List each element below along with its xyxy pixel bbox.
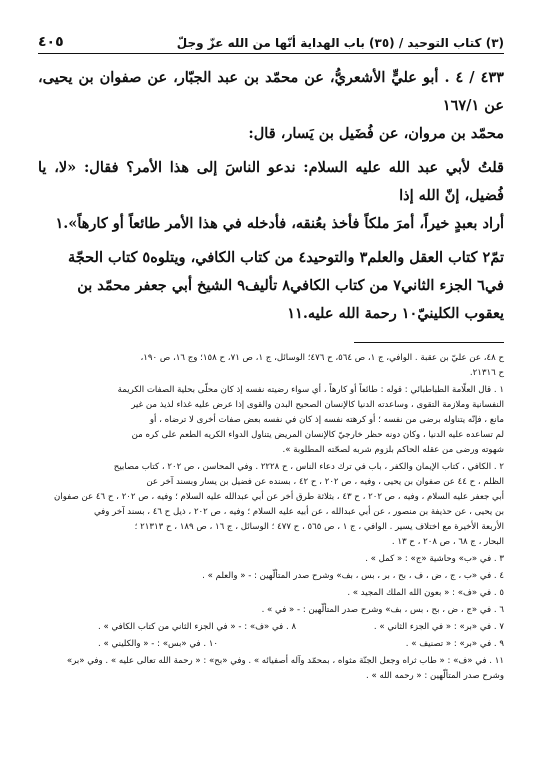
footnote-9: ٩ . في «بر» : « تصنيف » . — [405, 639, 504, 649]
footnote-line: وشرح صدر المتألّهين : « رحمه الله » . — [366, 671, 504, 681]
footnote-divider — [354, 342, 504, 343]
hadith-chain-line-1: ٤٣٣ / ٤ . أبو عليٍّ الأشعريُّ، عن محمّد بن عبد الجبّار، عن صفوان بن يحيى، عن ١٦٧/١ — [38, 69, 504, 114]
footnote-line: لم تساعده عليه الدنيا ، وكان دونه حظر خارجيّ كالإنسان المريض يتناول الدواء الكريه الطعم على كره من — [131, 430, 504, 440]
footnote-5: ٥ . في «ف» : « بعون الله الملك المجيد » . — [347, 588, 504, 598]
footnote-line: شهوته ورضى من عقله الحاكم بلزوم شربه لصحّته المطلوبة ». — [282, 445, 504, 455]
footnote-line: النفسانية وملازمة التقوى ، وساعدته الدنيا كالإنسان الصحيح البدن والقوى إذا عرض عليه غذاء لذيذ من غير — [131, 400, 504, 410]
footnote-line: ١١ . في «ف» : « طاب ثراه وجعل الجنّة مثواه ، بمحمّد وآله أصفيائه » . وفي «بح» : « رحمة الله تعالى عليه » . وفي «بر» — [66, 656, 504, 666]
hadith-body-line-2: أراد بعبدٍ خيراً، أمرَ ملكاً فأخذ بعُنقه، فأدخله في هذا الأمر طائعاً أو كارهاً».١ — [55, 215, 504, 232]
footnote-line: البحار ، ج ٦٨ ، ص ٢٠٨ ، ح ١٣ . — [391, 537, 504, 547]
footnote-line: بن يحيى ، عن حذيفة بن منصور ، عن أبي عبدالله ، عن أبيه عليه السلام ؛ وفيه ، ص ٢٠٢ ، ذيل ح ٤٦ ، بسند آخر وفي — [93, 507, 504, 517]
footnotes — [38, 351, 504, 684]
running-header — [38, 34, 504, 54]
hadith-chain-line-2: محمّد بن مروان، عن فُضَيل بن يَسار، قال: — [248, 125, 504, 142]
footnote-8: ٨ . في «ف» : - « في الجزء الثاني من كتاب الكافي » . — [98, 622, 297, 632]
colophon-line-3: يعقوب الكلينيّ١٠ رحمة الله عليه.١١ — [287, 305, 504, 322]
footnote-line: أبي جعفر عليه السلام ، وفيه ، ص ٢٠٢ ، ح ٤٣ ، بثلاثة طرق أخر عن أبي عبدالله عليه السلام ؛ وفيه ، ص ٢٠٢ ، ح ٤٦ عن صفوان — [54, 492, 504, 502]
footnote-line: مانع ، فإنّه يتناوله برضى من نفسه ؛ أو كرهته نفسه إذ كان في نفسه بعض صفات أخرى لا ترضاه ، أو — [149, 415, 504, 425]
colophon-line-1: تمّ٢ كتاب العقل والعلم٣ والتوحيد٤ من كتاب الكافي، ويتلوه٥ كتاب الحجّة — [68, 249, 504, 266]
footnote-line: ١ . قال العلّامة الطباطبائي : قوله : طائعاً أو كارهاً ، أي سواء رضيته نفسه إذ كان محلّى بحلية الصفات الكريمة — [117, 385, 504, 395]
page-number: ٤٠٥ — [38, 34, 64, 50]
footnotes-7-8 — [38, 620, 504, 635]
footnote-line: الأربعة الأخيرة مع اختلاف يسير . الوافي ، ج ١ ، ص ٥٦٥ ، ح ٤٧٧ ؛ الوسائل ، ج ١٦ ، ص ١٨٩ ، ح ٢١٣١٣ ؛ — [134, 522, 504, 532]
colophon — [38, 244, 504, 328]
footnote-7: ٧ . في «بر» : « في الجزء الثاني » . — [373, 622, 504, 632]
footnote-11 — [38, 654, 504, 684]
footnote-10: ١٠ . في «بس» : - « والكليني » . — [98, 639, 219, 649]
footnote-line: الظلم ، ح ٤٤ عن صفوان بن يحيى ، وفيه ، ص ٢٠٢ ، ح ٤٢ ، بسنده عن فضيل بن يسار وبسند آخر عن — [146, 477, 504, 487]
footnote-3: ٣ . في «ب» وحاشية «ج» : « كمل » . — [365, 554, 504, 564]
hadith-body — [38, 154, 504, 238]
reference-line-1: ح ٤٨، عن عليّ بن عقبة . الوافي، ج ١، ص ٥٦٤، ح ٤٧٦؛ الوسائل، ج ١، ص ٧١، ح ١٥٨؛ وج ١٦، ص ١٩٠، — [140, 353, 504, 363]
footnote-2 — [38, 460, 504, 550]
hadith-text — [38, 64, 504, 328]
footnote-4: ٤ . في «ب ، ج ، ض ، ف ، بح ، بر ، بس ، بف» وشرح صدر المتألّهين : - « والعلم » . — [202, 571, 504, 581]
hadith-body-line-1: قلتُ لأبي عبد الله عليه السلام: ندعو الناسَ إلى هذا الأمر؟ فقال: «لا، يا فُضيل، إنّ الله إذا — [38, 159, 504, 204]
footnote-line: ٢ . الكافي ، كتاب الإيمان والكفر ، باب في ترك دعاء الناس ، ح ٢٢٢٨ . وفي المحاسن ، ص ٢٠٢ ، كتاب مصابيح — [113, 462, 504, 472]
reference-line-2: ح ٢١٣١٦. — [469, 368, 504, 378]
footnotes-9-10 — [38, 637, 504, 652]
header-title: (٣) كتاب التوحيد / (٣٥) باب الهداية أنّها من الله عزّ وجلّ — [176, 36, 504, 50]
footnote-1 — [38, 383, 504, 458]
footnote-6: ٦ . في «ج ، ض ، بح ، بس ، بف» وشرح صدر المتألّهين : - « في » . — [261, 605, 504, 615]
colophon-line-2: في٦ الجزء الثاني٧ من كتاب الكافي٨ تأليف٩ الشيخ أبي جعفر محمّد بن — [77, 277, 504, 294]
